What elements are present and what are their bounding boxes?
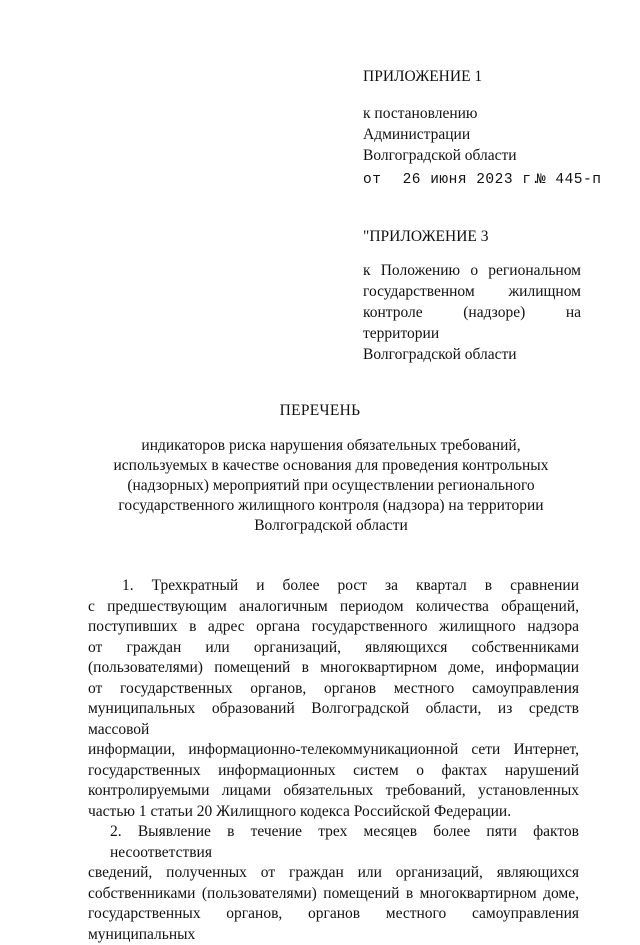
paragraph-line: государственных органов, органов местного самоуправления муниципальных	[88, 905, 579, 943]
appendix3-reference-line: государственном жилищном	[363, 283, 581, 300]
paragraph-line: информации, информационно-телекоммуникационной сети Интернет,	[88, 741, 579, 758]
paragraph-2	[88, 822, 579, 945]
subtitle-line: используемых в качестве основания для проведения контрольных	[113, 457, 549, 474]
decree-date: 26 июня 2023 г.	[402, 172, 541, 188]
appendix3-title-text: "ПРИЛОЖЕНИЕ 3	[363, 228, 489, 245]
paragraph-1	[88, 576, 579, 822]
attachment-reference-line: Администрации	[363, 126, 471, 143]
attachment-reference	[363, 103, 585, 166]
subtitle-line: государственного жилищного контроля (надзора) на территории	[118, 497, 544, 514]
paragraph-line: контролируемыми лицами обязательных требований, установленных	[88, 782, 579, 799]
paragraph-line: (пользователями) помещений в многоквартирном доме, информации	[88, 659, 579, 676]
paragraph-line: муниципальных образований Волгоградской области, из средств массовой	[88, 700, 579, 738]
paragraph-line: с предшествующим аналогичным периодом количества обращений,	[88, 597, 579, 615]
appendix3-reference	[363, 260, 581, 365]
document-body	[88, 576, 579, 945]
paragraph-line: государственных информационных систем о фактах нарушений	[88, 761, 579, 779]
appendix3-reference-line: к Положению о региональном	[363, 262, 581, 279]
subtitle-line: Волгоградской области	[254, 517, 408, 534]
appendix3-title	[363, 226, 585, 247]
attachment-reference-line: Волгоградской области	[363, 147, 517, 164]
document-title: ПЕРЕЧЕНЬ	[279, 402, 361, 419]
paragraph-line: поступивших в адрес органа государственного жилищного надзора	[88, 618, 579, 635]
subtitle-line: индикаторов риска нарушения обязательных требований,	[141, 437, 521, 454]
attachment-title-text: ПРИЛОЖЕНИЕ 1	[363, 68, 483, 85]
attachment-reference-line: к постановлению	[363, 105, 478, 122]
attachment-title	[363, 66, 585, 87]
document-subtitle	[100, 436, 562, 536]
appendix3-reference-line: Волгоградской области	[363, 346, 517, 363]
paragraph-line: 1. Трехкратный и более рост за квартал в сравнении	[122, 577, 579, 594]
subtitle-line: (надзорных) мероприятий при осуществлении регионального	[127, 477, 535, 494]
decree-from-label: от	[363, 172, 382, 188]
decree-number: № 445-п	[537, 172, 602, 188]
paragraph-line: от граждан или организаций, являющихся собственниками	[88, 638, 579, 656]
paragraph-line: от государственных органов, органов местного самоуправления	[88, 679, 579, 697]
decree-date-number	[363, 172, 602, 188]
paragraph-line: сведений, полученных от граждан или организаций, являющихся	[88, 864, 579, 881]
appendix3-reference-line: контроле (надзоре) на территории	[363, 304, 581, 342]
paragraph-line: собственниками (пользователями) помещений в многоквартирном доме,	[88, 884, 579, 902]
paragraph-line: частью 1 статьи 20 Жилищного кодекса Российской Федерации.	[88, 802, 512, 820]
paragraph-line: 2. Выявление в течение трех месяцев более пяти фактов несоответствия	[110, 823, 579, 861]
